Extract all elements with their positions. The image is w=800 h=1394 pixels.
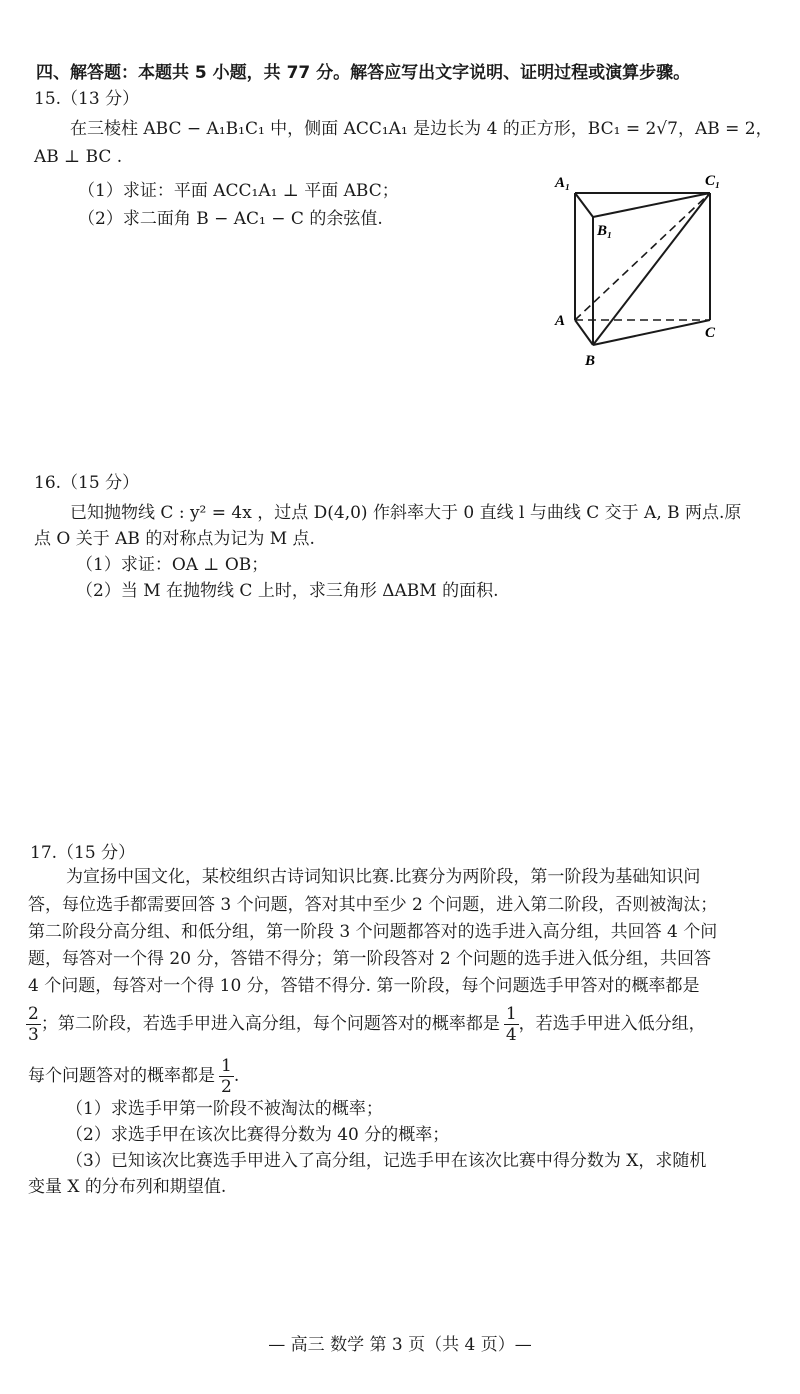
q16-part1: （1）求证：OA ⊥ OB； — [76, 555, 269, 575]
q17-line5: 4 个问题，每答对一个得 10 分，答错不得分. 第一阶段，每个问题选手甲答对的概率都是 — [28, 976, 700, 996]
label-b1: B₁ — [597, 223, 613, 239]
q17-line6 — [26, 1000, 706, 1048]
q17-line7-end: . — [233, 1066, 240, 1086]
q17-line6-text-a: ；第二阶段，若选手甲进入高分组，每个问题答对的概率都是 — [40, 1014, 500, 1034]
label-c: C — [705, 325, 716, 341]
q17-line6-text-b: ，若选手甲进入低分组， — [518, 1014, 706, 1034]
q15-number: 15.（13 分） — [34, 89, 140, 109]
q15-part2: （2）求二面角 B − AC₁ − C 的余弦值. — [78, 209, 383, 229]
label-c1: C₁ — [705, 173, 721, 189]
q17-line2: 答，每位选手都需要回答 3 个问题，答对其中至少 2 个问题，进入第二阶段，否则被淘汰； — [28, 895, 718, 915]
q17-number: 17.（15 分） — [30, 843, 136, 863]
q17-line7-text: 每个问题答对的概率都是 — [28, 1066, 215, 1086]
edge-b-c1 — [593, 193, 710, 345]
section-heading: 四、解答题：本题共 5 小题，共 77 分。解答应写出文字说明、证明过程或演算步骤。 — [36, 63, 691, 83]
q17-line7 — [28, 1052, 239, 1100]
fraction-denominator: 2 — [221, 1077, 232, 1097]
hidden-diagonal-a-c1 — [575, 193, 710, 320]
prism-figure — [545, 165, 745, 375]
q17-line4: 题，每答对一个得 20 分，答错不得分；第一阶段答对 2 个问题的选手进入低分组，共回答 — [28, 949, 712, 969]
edge-a-b — [575, 320, 593, 345]
label-b: B — [585, 353, 596, 369]
fraction-numerator: 1 — [221, 1056, 232, 1076]
q17-part3-line2: 变量 X 的分布列和期望值. — [28, 1177, 227, 1197]
edge-a1-b1 — [575, 193, 593, 217]
q16-stem-line1: 已知抛物线 C : y² = 4x ，过点 D(4,0) 作斜率大于 0 直线 l 与曲线 C 交于 A, B 两点.原 — [70, 503, 742, 523]
q15-part1: （1）求证：平面 ACC₁A₁ ⊥ 平面 ABC； — [78, 181, 399, 201]
q15-stem-line2: AB ⊥ BC . — [34, 147, 123, 167]
page-footer: — 高三 数学 第 3 页（共 4 页）— — [268, 1335, 532, 1355]
fraction-numerator: 1 — [505, 1004, 517, 1024]
fraction-one-half — [219, 1056, 234, 1097]
q17-part3-line1: （3）已知该次比赛选手甲进入了高分组，记选手甲在该次比赛中得分数为 X，求随机 — [66, 1151, 707, 1171]
fraction-denominator: 4 — [505, 1025, 517, 1045]
label-a: A — [555, 313, 566, 329]
edge-b1-c1 — [593, 193, 710, 217]
q17-line3: 第二阶段分高分组、和低分组，第一阶段 3 个问题都答对的选手进入高分组，共回答 4 个问 — [28, 922, 718, 942]
fraction-numerator: 2 — [28, 1004, 39, 1024]
q16-part2: （2）当 M 在抛物线 C 上时，求三角形 ΔABM 的面积. — [76, 581, 499, 601]
q15-stem-line1: 在三棱柱 ABC − A₁B₁C₁ 中，侧面 ACC₁A₁ 是边长为 4 的正方形，BC₁ = 2√7，AB = 2， — [70, 119, 773, 139]
q16-number: 16.（15 分） — [34, 473, 140, 493]
fraction-one-quarter — [504, 1004, 519, 1045]
q16-stem-line2: 点 O 关于 AB 的对称点为记为 M 点. — [34, 529, 315, 549]
q17-part2: （2）求选手甲在该次比赛得分数为 40 分的概率； — [66, 1125, 450, 1145]
q17-line1: 为宣扬中国文化，某校组织古诗词知识比赛.比赛分为两阶段，第一阶段为基础知识问 — [66, 867, 701, 887]
label-a1: A₁ — [555, 175, 571, 191]
q17-part1: （1）求选手甲第一阶段不被淘汰的概率； — [66, 1099, 383, 1119]
fraction-denominator: 3 — [28, 1025, 39, 1045]
fraction-two-thirds — [26, 1004, 41, 1045]
